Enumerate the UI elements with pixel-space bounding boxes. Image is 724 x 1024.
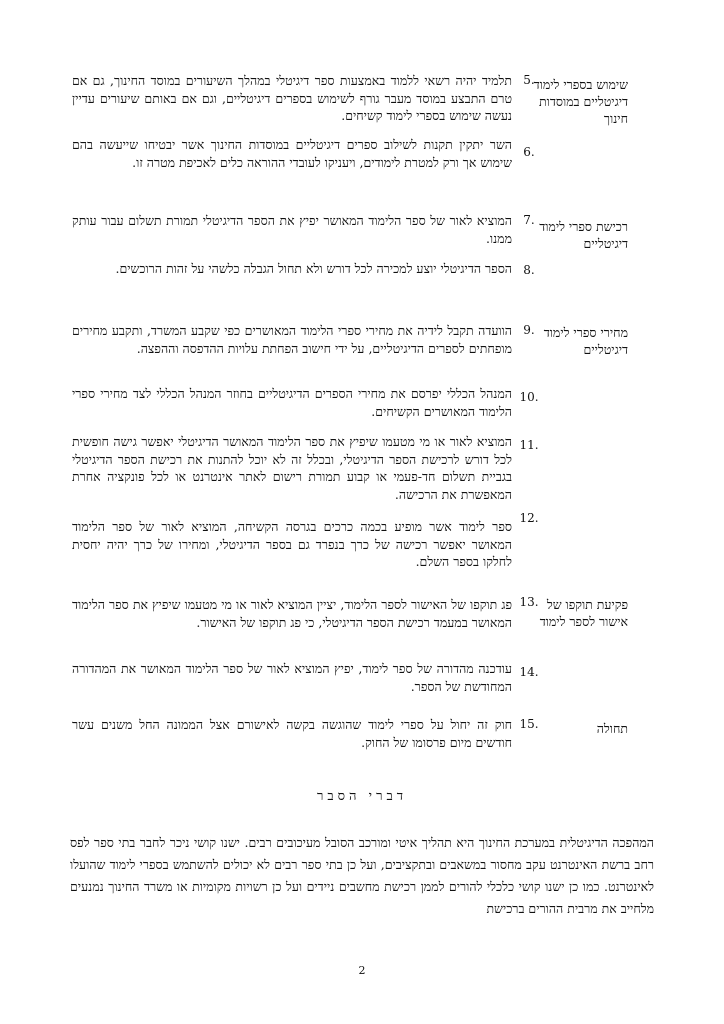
page-number: 2	[358, 964, 366, 977]
section-text: המוציא לאור או מי מטעמו שיפיץ את ספר הלימוד המאושר הדיגיטלי יאפשר גישה חופשית לכל דורש לרכישת הספר הדיגיטלי, ובכלל זה לא יוכל להתנות את רכישת הספר הדיגיטלי בגביית תשלום חד-פעמי או קבוע תמורת רישום לאתר אינטרנט או לכל פונקציה אחרת המאפשרת את הרכישה.	[72, 434, 512, 502]
section-text: עודכנה מהדורה של ספר לימוד, יפיץ המוציא לאור של ספר הלימוד המאושר את המהדורה המחודשת של הספר.	[72, 661, 512, 694]
section-text: פג תוקפו של האישור לספר הלימוד, יציין המוציא לאור או מי מטעמו שיפיץ את ספר הלימוד המאושר במעמד רכישת הספר הדיגיטלי, כי פג תוקפו של האישור.	[72, 597, 512, 630]
section-number: 11.	[519, 438, 539, 452]
section-margin-title: שימוש בספרי לימוד דיגיטליים במוסדות חינוך	[533, 77, 628, 126]
section-text: תלמיד יהיה רשאי ללמוד באמצעות ספר דיגיטלי במהלך השיעורים במוסד החינוך, גם אם טרם התבצע במוסד מעבר גורף לשימוש בספרים דיגיטליים, וגם אם באותם שיעורים עדיין נעשה שימוש בספרי לימוד קשיחים.	[72, 73, 512, 123]
section-text: הוועדה תקבל לידיה את מחירי ספרי הלימוד המאושרים כפי שקבע המשרד, ותקבע מחירים מופחתים לספרים הדיגיטליים, על ידי חישוב הפחתת עלויות ההדפסה וההפצה.	[72, 323, 512, 356]
section-number: 8.	[523, 263, 535, 277]
section-number: 10.	[519, 390, 539, 404]
section-number: 15.	[519, 717, 539, 731]
section-margin-title: פקיעת תוקפו של אישור לספר לימוד	[539, 597, 628, 629]
section-number: 5.	[523, 73, 535, 87]
section-text: המוציא לאור של ספר הלימוד המאושר יפיץ את הספר הדיגיטלי תמורת תשלום עבור עותק ממנו.	[72, 213, 512, 246]
section-text: הספר הדיגיטלי יוצע למכירה לכל דורש ולא תחול הגבלה כלשהי על זהות הרוכשים.	[115, 261, 512, 276]
explanation-body: המהפכה הדיגיטלית במערכת החינוך היא תהליך איטי ומורכב הסובל מעיכובים רבים. ישנו קושי ניכר לחבר בתי ספר לפס רחב ברשת האינטרנט עקב מחסור במשאבים ובתקציבים, ועל כן בתי ספר רבים לא יכולים להשתמש בספרי לימוד שהועלו לאינטרנט. כמו כן ישנו קושי כלכלי להורים לממן רכישת מחשבים ניידים ועל כן רשויות מקומיות או משרד החינוך נמנעים מלחייב את מרבית ההורים ברכישת	[70, 835, 654, 916]
section-margin-title: תחולה	[596, 721, 628, 736]
section-number: 6.	[523, 145, 535, 159]
section-number: 13.	[519, 595, 539, 609]
section-number: 12.	[519, 511, 539, 525]
section-number: 9.	[523, 323, 535, 337]
section-text: ספר לימוד אשר מופיע בכמה כרכים בגרסה הקשיחה, המוציא לאור של ספר הלימוד המאושר יאפשר רכישה של כרך בנפרד גם בספר הדיגיטלי, ומחירו של כרך יהיה יחסית לחלקו בספר השלם.	[72, 519, 512, 569]
section-text: המנהל הכללי יפרסם את מחירי הספרים הדיגיטליים בחוזר המנהל הכללי לצד מחירי ספרי הלימוד המאושרים הקשיחים.	[72, 386, 512, 419]
section-number: 14.	[519, 665, 539, 679]
section-text: חוק זה יחול על ספרי לימוד שהוגשה בקשה לאישורם אצל הממונה החל משנים עשר חודשים מיום פרסומו של החוק.	[72, 717, 512, 750]
section-number: 7.	[523, 213, 535, 227]
section-margin-title: רכישת ספרי לימוד דיגיטליים	[539, 219, 628, 251]
section-text: השר יתקין תקנות לשילוב ספרים דיגיטליים במוסדות החינוך אשר יבטיחו שייעשה בהם שימוש אך ורק למטרת לימודים, ויעניקו לעובדי ההוראה כלים לאכיפת מטרה זו.	[72, 137, 512, 170]
explanation-heading: דברי הסבר	[317, 789, 407, 804]
section-margin-title: מחירי ספרי לימוד דיגיטליים	[543, 325, 628, 357]
